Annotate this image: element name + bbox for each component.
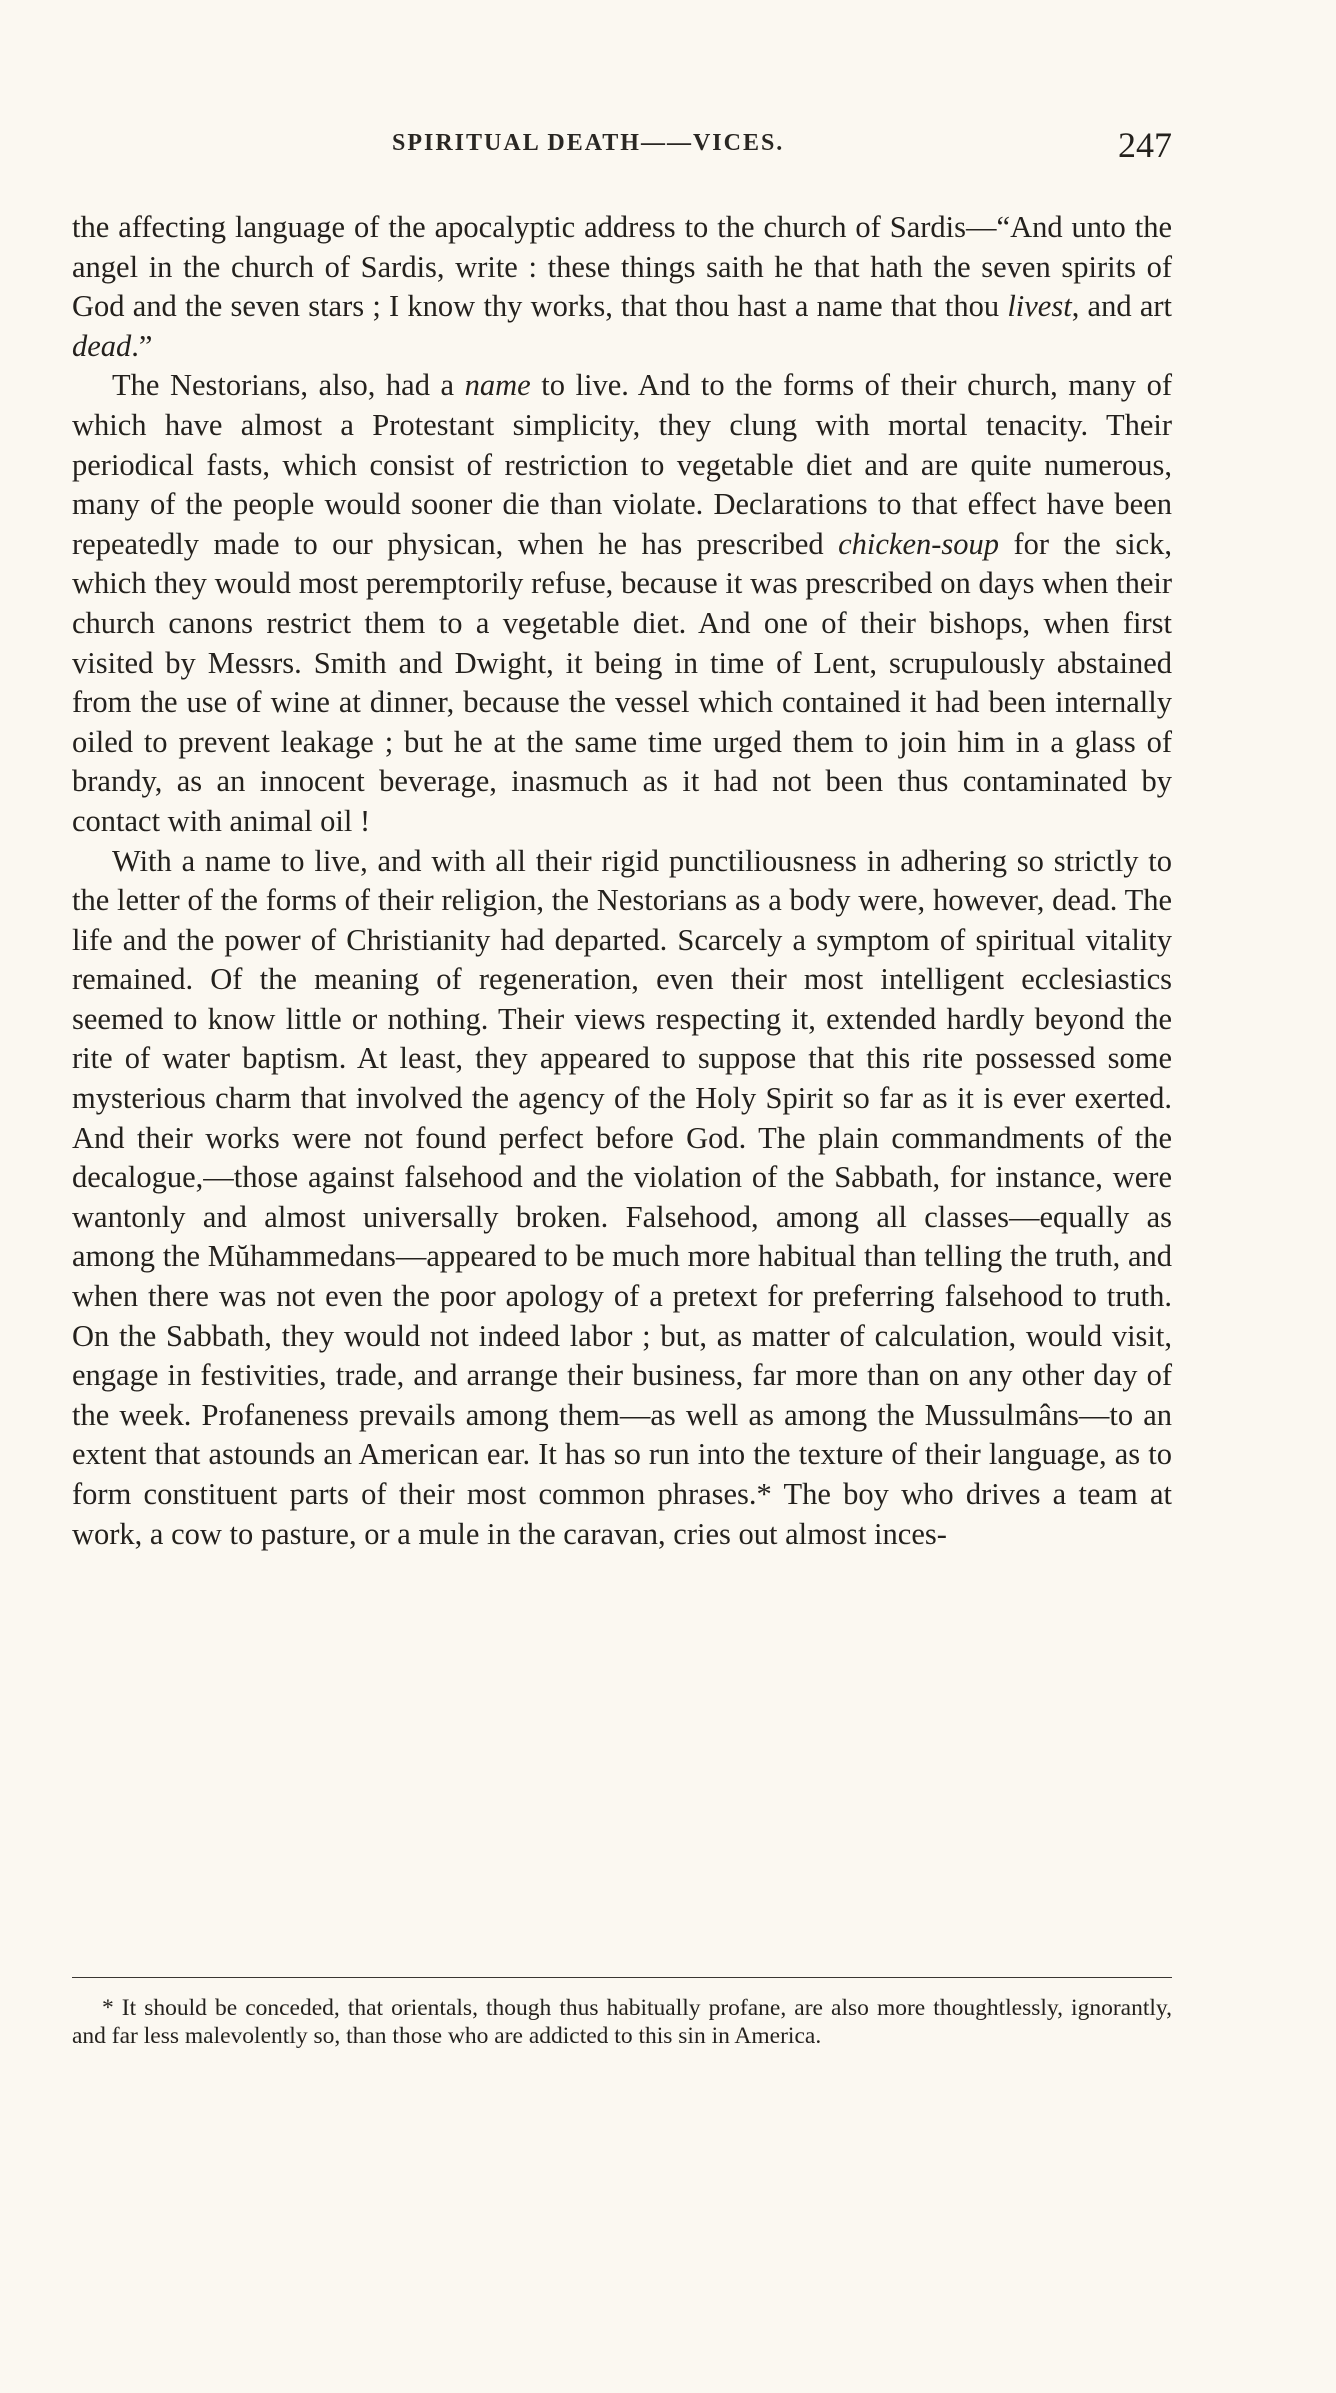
emphasis-name: name [464,368,531,403]
page-number: 247 [1118,125,1172,165]
body-text [72,208,1172,1554]
emphasis-livest: livest [1007,289,1072,324]
emphasis-chicken-soup: chicken-soup [838,526,1000,561]
footnote-text: * It should be conceded, that orientals, though thus habitually profane, are also more thoughtlessly, ignorantly, and far less malevolently so, than those who are addicted to this sin in America. [72,1995,1172,2049]
running-title: SPIRITUAL DEATH——VICES. [392,130,785,156]
paragraph-continuation: the affecting language of the apocalyptic address to the church of Sardis—“And unto the angel in the church of Sardis, write : these things saith he that hath the seven spirits of God and the seven stars ; I know thy works, that thou hast a name that thou livest, and art dead.” [72,210,1172,363]
paragraph-nestorians: The Nestorians, also, had a name to live. And to the forms of their church, many of which have almost a Protestant simplicity, they clung with mortal tenacity. Their periodical fasts, which consist of restriction to vegetable diet and are quite numerous, many of the people would sooner die than violate. Declarations to that effect have been repeatedly made to our physican, when he has prescribed chicken-soup for the sick, which they would most peremptorily refuse, because it was prescribed on days when their church canons restrict them to a vegetable diet. And one of their bishops, when first visited by Messrs. Smith and Dwight, it being in time of Lent, scrupulously abstained from the use of wine at dinner, because the vessel which contained it had been internally oiled to prevent leakage ; but he at the same time urged them to join him in a glass of brandy, as an innocent beverage, inasmuch as it had not been thus contaminated by contact with animal oil ! [72,368,1172,838]
emphasis-dead: dead [72,328,132,363]
page-header [72,124,1172,164]
footnote [72,1994,1172,2050]
footnote-divider [72,1977,1172,1978]
paragraph-name-to-live: With a name to live, and with all their rigid punctiliousness in adhering so strictly to the letter of the forms of their religion, the Nestorians as a body were, however, dead. The life and the power of Christianity had departed. Scarcely a symptom of spiritual vitality remained. Of the meaning of regeneration, even their most intelligent ecclesiastics seemed to know little or nothing. Their views respecting it, extended hardly beyond the rite of water baptism. At least, they appeared to suppose that this rite possessed some mysterious charm that involved the agency of the Holy Spirit so far as it is ever exerted. And their works were not found perfect before God. The plain commandments of the decalogue,—those against falsehood and the violation of the Sabbath, for instance, were wantonly and almost universally broken. Falsehood, among all classes—equally as among the Mŭhammedans—appeared to be much more habitual than telling the truth, and when there was not even the poor apology of a pretext for preferring falsehood to truth. On the Sabbath, they would not indeed labor ; but, as matter of calculation, would visit, engage in festivities, trade, and arrange their business, far more than on any other day of the week. Profaneness prevails among them—as well as among the Mussulmâns—to an extent that astounds an American ear. It has so run into the texture of their language, as to form constituent parts of their most common phrases.* The boy who drives a team at work, a cow to pasture, or a mule in the caravan, cries out almost inces- [72,843,1172,1551]
